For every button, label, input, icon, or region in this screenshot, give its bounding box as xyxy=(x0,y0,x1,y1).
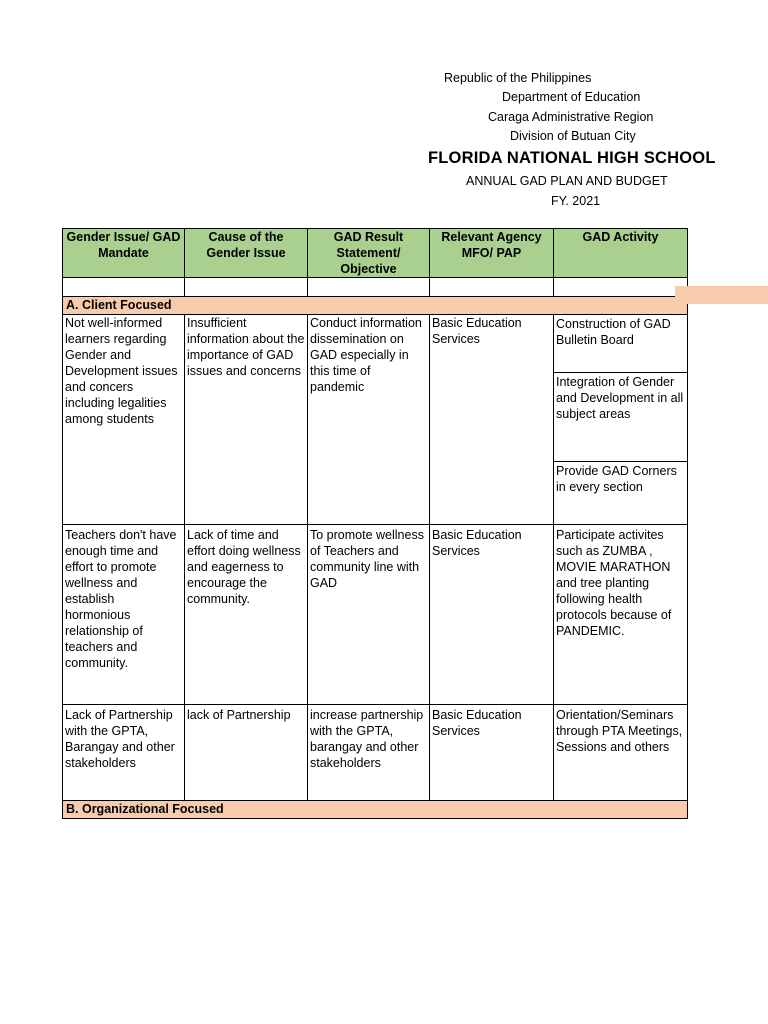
table-header-row xyxy=(63,229,688,278)
cell-issue: Lack of Partnership with the GPTA, Barangay and other stakeholders xyxy=(63,705,185,801)
cell-activity: Provide GAD Corners in every section xyxy=(554,462,688,525)
table-row xyxy=(63,525,688,705)
cell-issue: Not well-informed learners regarding Gender and Development issues and concers including legalities among students xyxy=(63,315,185,525)
col-gad-activity: GAD Activity xyxy=(554,229,688,278)
cell-activity: Orientation/Seminars through PTA Meetings, Sessions and others xyxy=(554,705,688,801)
header-republic: Republic of the Philippines xyxy=(444,71,592,85)
table-row xyxy=(63,315,688,373)
cell-activity: Participate activites such as ZUMBA , MOVIE MARATHON and tree planting following health protocols because of PANDEMIC. xyxy=(554,525,688,705)
cell-cause: lack of Partnership xyxy=(185,705,308,801)
cell-result: To promote wellness of Teachers and community line with GAD xyxy=(308,525,430,705)
section-client-focused xyxy=(63,297,688,315)
cell-agency: Basic Education Services xyxy=(430,705,554,801)
header-department: Department of Education xyxy=(502,90,641,104)
col-gender-issue: Gender Issue/ GAD Mandate xyxy=(63,229,185,278)
col-cause: Cause of the Gender Issue xyxy=(185,229,308,278)
cell-cause: Insufficient information about the importance of GAD issues and concerns xyxy=(185,315,308,525)
cell-activity: Integration of Gender and Development in all subject areas xyxy=(554,373,688,462)
col-relevant-agency: Relevant Agency MFO/ PAP xyxy=(430,229,554,278)
col-result-statement: GAD Result Statement/ Objective xyxy=(308,229,430,278)
cell-result: increase partnership with the GPTA, barangay and other stakeholders xyxy=(308,705,430,801)
cell-activity: Construction of GAD Bulletin Board xyxy=(554,315,688,373)
section-label: B. Organizational Focused xyxy=(63,801,688,819)
school-name: FLORIDA NATIONAL HIGH SCHOOL xyxy=(428,149,716,167)
table-spacer-row xyxy=(63,278,688,297)
cell-issue: Teachers don't have enough time and effort to promote wellness and establish hormonious relationship of teachers and community. xyxy=(63,525,185,705)
section-band-extension xyxy=(675,286,768,304)
table-row xyxy=(63,705,688,801)
section-label: A. Client Focused xyxy=(63,297,688,315)
fiscal-year: FY. 2021 xyxy=(551,194,601,208)
cell-cause: Lack of time and effort doing wellness and eagerness to encourage the community. xyxy=(185,525,308,705)
header-region: Caraga Administrative Region xyxy=(488,110,654,124)
cell-result: Conduct information dissemination on GAD especially in this time of pandemic xyxy=(308,315,430,525)
cell-agency: Basic Education Services xyxy=(430,315,554,525)
gad-plan-table xyxy=(62,228,688,819)
cell-agency: Basic Education Services xyxy=(430,525,554,705)
plan-title: ANNUAL GAD PLAN AND BUDGET xyxy=(466,174,668,188)
section-organizational-focused xyxy=(63,801,688,819)
header-division: Division of Butuan City xyxy=(510,129,636,143)
